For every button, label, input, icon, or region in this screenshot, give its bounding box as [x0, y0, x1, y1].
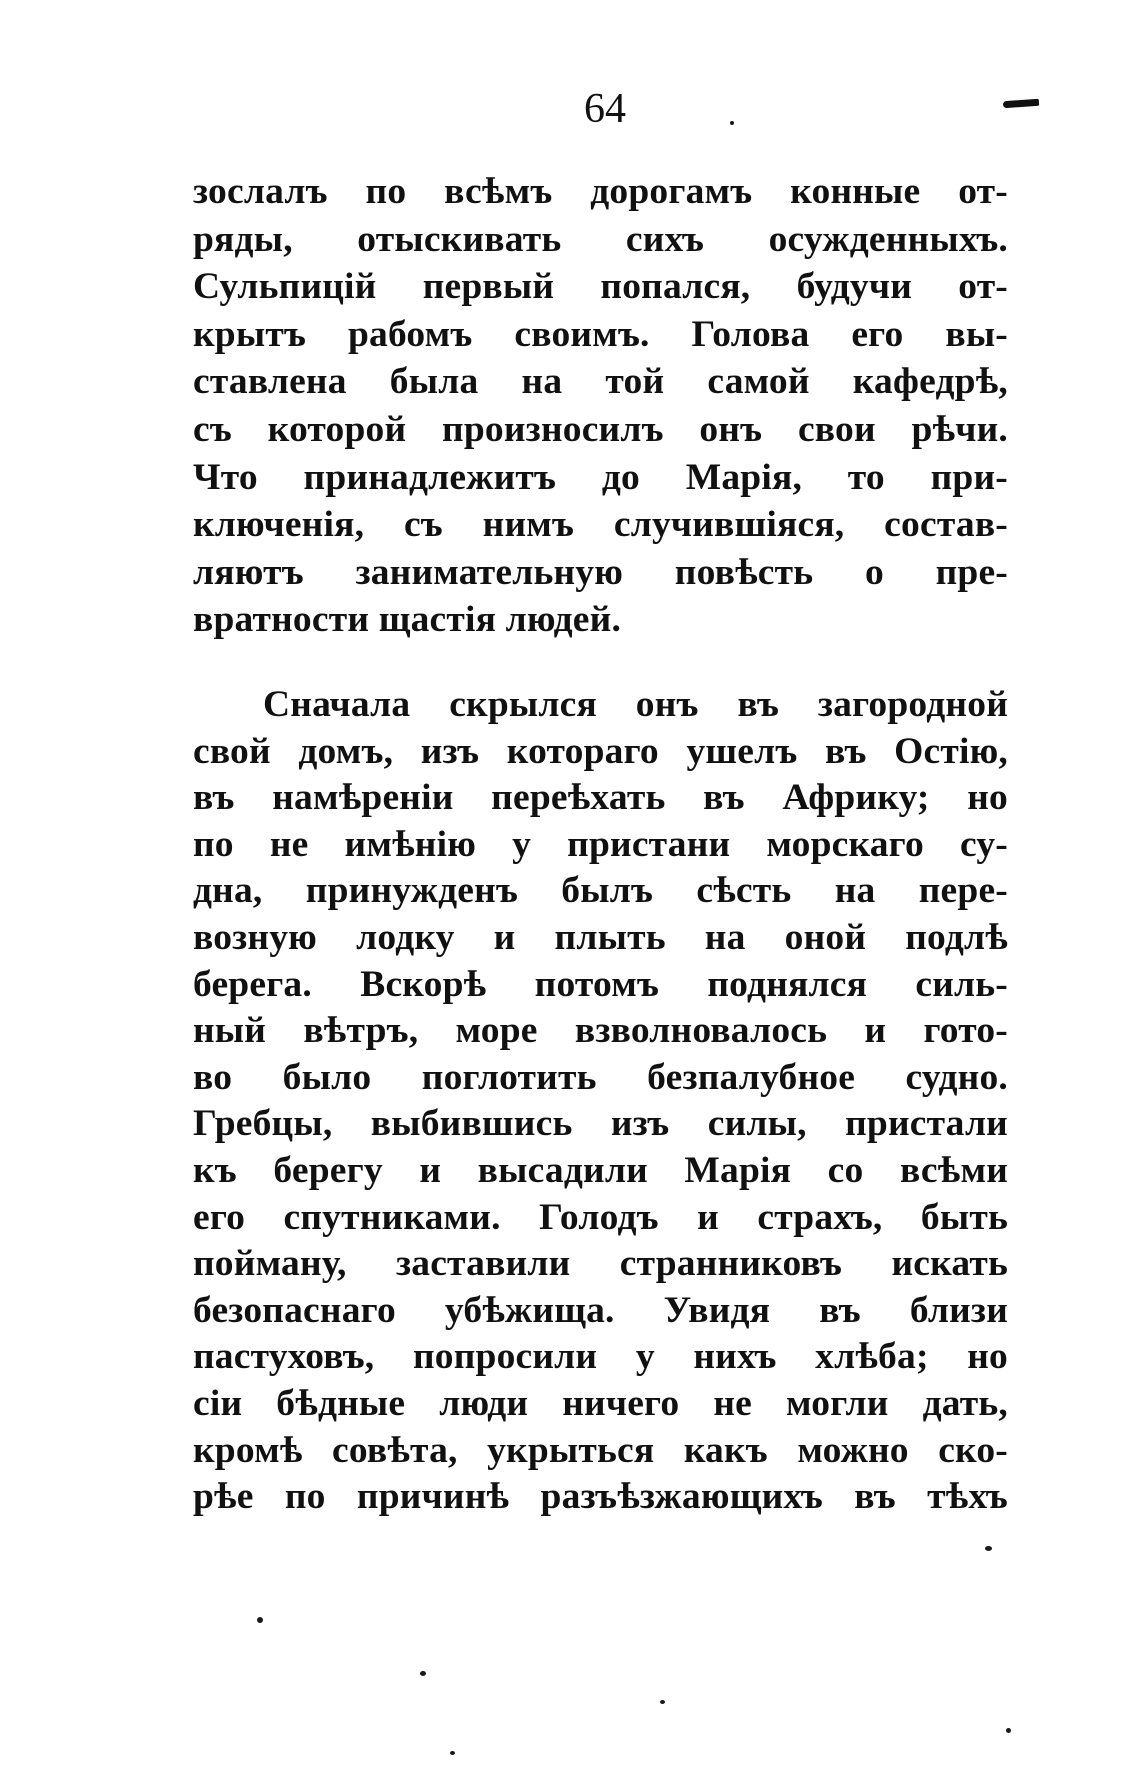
text-line: берега. Вскорѣ потомъ поднялся силь-: [193, 963, 1008, 1005]
text-line: кромѣ совѣта, укрыться какъ можно ско-: [193, 1429, 1008, 1471]
text-line: съ которой произносилъ онъ свои рѣчи.: [193, 408, 1008, 450]
text-line: пойману, заставили странниковъ искать: [193, 1243, 1008, 1285]
text-line: возную лодку и плыть на оной подлѣ: [193, 916, 1008, 958]
text-line: ключенія, съ нимъ случившіяся, состав-: [193, 504, 1008, 546]
scan-speck: [257, 1617, 263, 1623]
text-line: пастуховъ, попросили у нихъ хлѣба; но: [193, 1336, 1008, 1378]
ink-mark: [1003, 99, 1039, 108]
scan-speck: [450, 1751, 455, 1755]
text-line: Что принадлежитъ до Марія, то при-: [193, 456, 1008, 498]
scan-speck: [420, 1671, 426, 1676]
text-line: безопаснаго убѣжища. Увидя въ близи: [193, 1289, 1008, 1331]
text-line: Сульпицій первый попался, будучи от-: [193, 266, 1008, 308]
text-line: зослалъ по всѣмъ дорогамъ конные от-: [193, 171, 1008, 212]
scan-speck: [730, 121, 734, 125]
text-line: къ берегу и высадили Марія со всѣми: [193, 1149, 1008, 1191]
text-line: его спутниками. Голодъ и страхъ, быть: [193, 1196, 1008, 1238]
text-line: по не имѣнію у пристани морскаго су-: [193, 823, 1008, 865]
page-number: 64: [584, 86, 626, 132]
text-line: ный вѣтръ, море взволновалось и гото-: [193, 1010, 1008, 1052]
text-line: рѣе по причинѣ разъѣзжающихъ въ тѣхъ: [193, 1476, 1008, 1518]
text-line: ставлена была на той самой кафедрѣ,: [193, 361, 1008, 403]
text-line: ляютъ занимательную повѣсть о пре-: [193, 551, 1008, 593]
text-line: дна, принужденъ былъ сѣсть на пере-: [193, 870, 1008, 912]
text-line: вратности щастія людей.: [193, 599, 622, 641]
text-line: свой домъ, изъ котораго ушелъ въ Остію,: [193, 730, 1008, 772]
paragraph-1: [193, 168, 1008, 644]
text-line: Сначала скрылся онъ въ загородной: [263, 684, 1008, 725]
paragraph-2: [193, 682, 1008, 1521]
scan-speck: [1006, 1728, 1011, 1733]
text-line: ряды, отыскивать сихъ осужденныхъ.: [193, 218, 1008, 260]
text-line: Гребцы, выбившись изъ силы, пристали: [193, 1103, 1008, 1145]
scan-speck: [660, 1700, 665, 1704]
scan-speck: [985, 1546, 992, 1551]
text-line: въ намѣреніи переѣхать въ Африку; но: [193, 777, 1008, 819]
text-line: во было поглотить безпалубное судно.: [193, 1056, 1008, 1098]
text-line: крытъ рабомъ своимъ. Голова его вы-: [193, 313, 1008, 355]
text-line: сіи бѣдные люди ничего не могли дать,: [193, 1382, 1008, 1424]
